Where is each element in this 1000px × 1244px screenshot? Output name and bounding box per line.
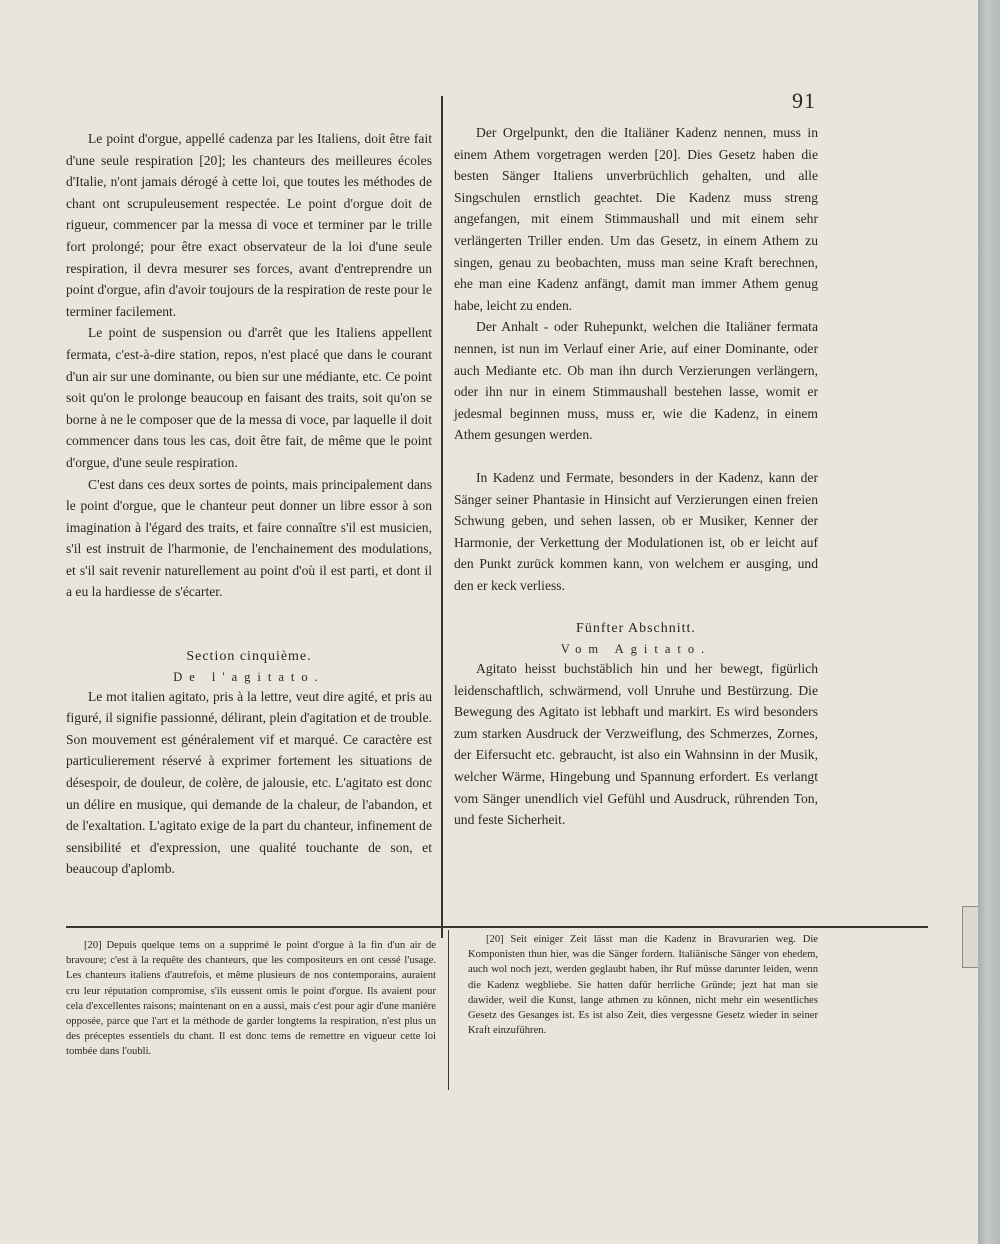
german-footnote-text: [20] Seit einiger Zeit lässt man die Kadenz in Bravurarien weg. Die Komponisten thun hier, was die Sänger fordern. Italiänische Sänger von ehedem, auch wol noch jezt, werden geglaubt haben, ihr Ruf müsse darunter leiden, wenn die Kadenz wegbliebe. Sie hatten dafür herrliche Gründe; jezt hat man sie dawider, weil die Kunst, lange athmen zu können, nicht mehr ein wesentliches Gesetz des Gesanges ist. Es ist also Zeit, dies vergessne Gesetz wieder in seiner Kraft einzuführen. (468, 934, 818, 1037)
footnote-divider (448, 930, 449, 1090)
french-section-title: Section cinquième. (186, 649, 312, 665)
page-number: 91 (792, 88, 816, 113)
german-paragraph-3: In Kadenz und Fermate, besonders in der Kadenz, kann der Sänger seiner Phantasie in Hinsicht auf Verzierungen einen freien Schwung geben, und sehen lassen, ob er Musiker, Kenner der Harmonie, der Verkettung der Modulationen ist, ob er leicht auf den Punkt zurück kommen kann, von welchem er ausging, und den er keck verliess. (454, 469, 818, 593)
german-paragraph-2: Der Anhalt - oder Ruhepunkt, welchen die Italiäner fermata nennen, ist nun im Verlauf einer Arie, auf einer Dominante, oder auch Mediante etc. Ob man ihn durch Verzierungen verlängern, oder ihn nur in einem Stimmaushall bestehen lasse, womit er jedesmal beginnen muss, muss er, wie die Kadenz, in einem Athem gesungen werden. (454, 319, 818, 443)
footnote-separator (66, 926, 928, 928)
german-section-subtitle: Vom Agitato. (560, 642, 712, 657)
german-paragraph-1: Der Orgelpunkt, den die Italiäner Kadenz nennen, muss in einem Athem vorgetragen werden [20]. Dies Gesetz haben die besten Sänger Italiens unverbrüchlich gehalten, und alle Singschulen ernstlich geachtet. Die Kadenz muss streng angefangen, mit einem Stimmaushall und mit einem sehr verlängerten Triller enden. Um das Gesetz, in einem Athem zu singen, genau zu beobachten, muss man seine Kraft berechnen, ehe man eine Kadenz anfängt, damit man immer Athem genug habe, leicht zu enden. (454, 125, 818, 313)
french-paragraph-2: Le point de suspension ou d'arrêt que les Italiens appellent fermata, c'est-à-dire station, repos, n'est placé que dans le courant d'un air sur une dominante, ou bien sur une médiante, etc. Ce point soit qu'on le prolonge beaucoup en faisant des traits, soit qu'on se borne à ne le composer que de la messa di voce, par laquelle il doit commencer dans tous les cas, doit être fait, de même que le point d'orgue, d'une seule respiration. (66, 325, 432, 470)
page-tab (962, 906, 979, 968)
french-paragraph-3: C'est dans ces deux sortes de points, mais principalement dans le point d'orgue, que le chanteur peut donner un libre essor à son imagination à l'égard des traits, et faire connaître s'il est musicien, s'il est instruit de l'harmonie, de l'enchainement des modulations, et s'il sait revenir naturellement au point d'où il est parti, et dont il a eu la hardiesse de s'écarter. (66, 476, 432, 600)
french-paragraph-1: Le point d'orgue, appellé cadenza par les Italiens, doit être fait d'une seule respiration [20]; les chanteurs des meilleures écoles d'Italie, n'ont jamais dérogé à cette loi, que toutes les méthodes de chant ont scrupuleusement respectée. Le point d'orgue doit de rigueur, commencer par la messa di voce et terminer par le trille fort prolongé; pour être exact observateur de la loi d'une seule respiration, il devra mesurer ses forces, avant d'entreprendre un point d'orgue, afin d'avoir toujours de la respiration de reste pour le terminer facilement. (66, 131, 432, 319)
french-footnote (66, 938, 436, 1060)
french-section-subtitle: De l'agitato. (173, 669, 325, 684)
book-edge (978, 0, 1000, 1244)
german-section-title: Fünfter Abschnitt. (576, 621, 696, 637)
german-column (454, 122, 818, 831)
column-divider (441, 96, 443, 938)
french-footnote-text: [20] Depuis quelque tems on a supprimé le point d'orgue à la fin d'un air de bravoure; c'est à la requête des chanteurs, que les compositeurs en ont cessé l'usage. Les chanteurs italiens d'autrefois, et même plusieurs de nos contemporains, auraient cru leur réputation compromise, s'ils eussent omis le point d'orgue. Ils avaient pour cela d'excellentes raisons; maintenant on en a aussi, mais c'est pour agir d'une manière opposée, parce que l'art et la méthode de garder longtems la respiration, n'est plus un des préceptes essentiels du chant. Il est donc tems de remettre en vigueur cette loi tombée dans l'oubli. (66, 940, 436, 1058)
german-section-paragraph: Agitato heisst buchstäblich hin und her bewegt, figürlich leidenschaftlich, schwärmend, voll Unruhe und Bestürzung. Die Bewegung des Agitato ist lebhaft und markirt. Es wird besonders zum starken Ausdruck der Verzweiflung, des Schmerzes, Zornes, der Eifersucht etc. gebraucht, ist also ein Wahnsinn in der Musik, welcher Wärme, Hingebung und Spannung erfordert. Es verlangt vom Sänger unendlich viel Gefühl und Ausdruck, rührenden Ton, und feste Sicherheit. (454, 661, 818, 828)
french-column (66, 128, 432, 880)
german-footnote (468, 932, 818, 1038)
french-section-paragraph: Le mot italien agitato, pris à la lettre, veut dire agité, et pris au figuré, il signifie passionné, délirant, plein d'agitation et de trouble. Son mouvement est généralement vif et marqué. Ce caractère est particulierement réservé à exprimer fortement les situations de désespoir, de douleur, de colère, de jalousie, etc. L'agitato est donc un délire en musique, qui demande de la chaleur, de l'abandon, et de l'exaltation. L'agitato exige de la part du chanteur, infinement de sensibilité et d'expression, une qualité touchante de son, et beaucoup d'aplomb. (66, 688, 432, 877)
